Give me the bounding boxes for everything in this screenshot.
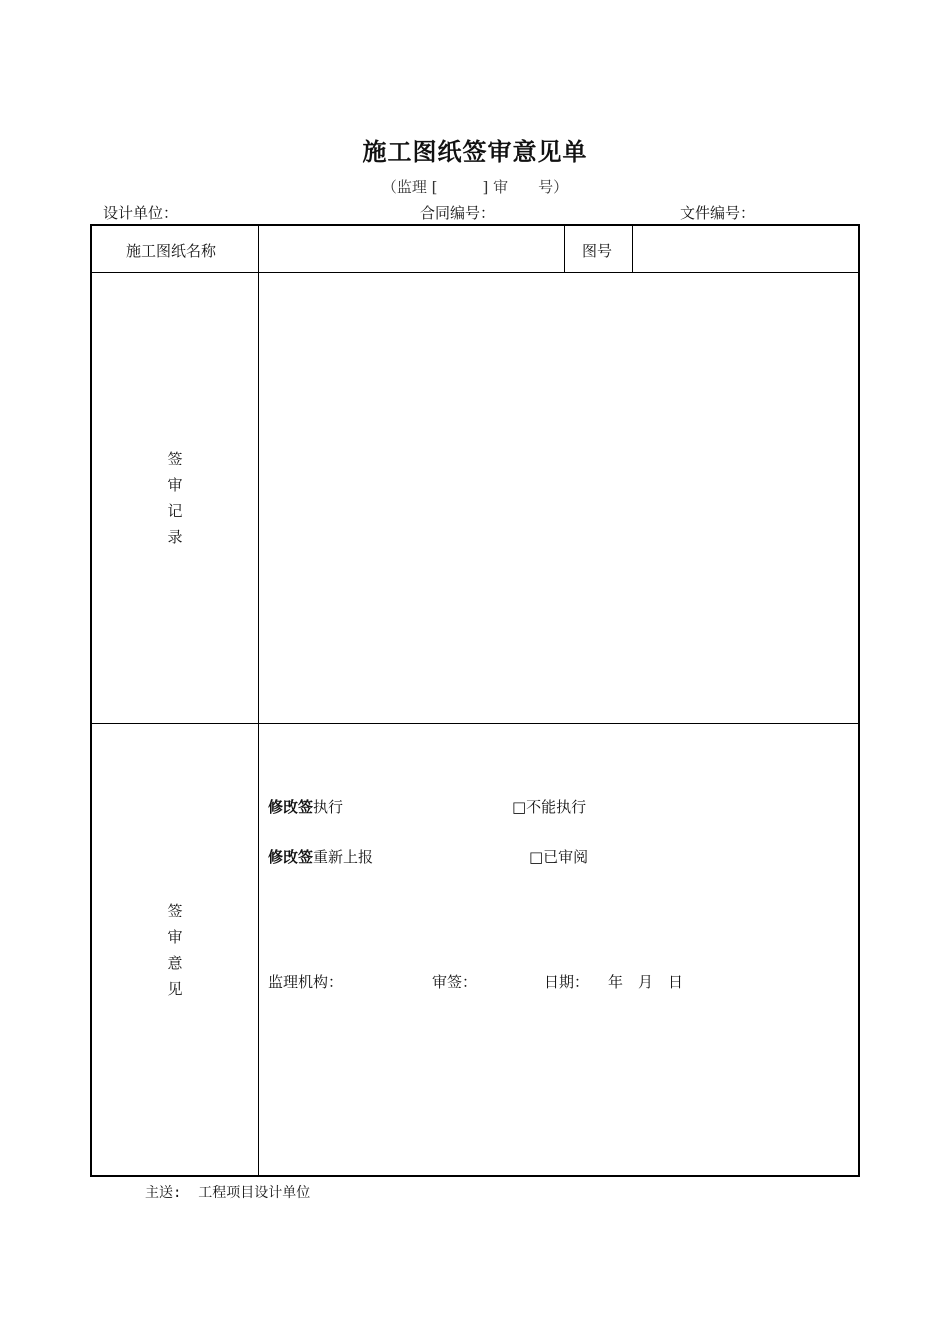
- drawing-name-label: 施工图纸名称: [126, 242, 217, 260]
- column-divider: [258, 226, 259, 1175]
- review-form-table: [90, 224, 860, 1177]
- record-char: 记: [167, 502, 183, 520]
- reviewer-sign-label: 审签：: [432, 973, 478, 991]
- option-resubmit[interactable]: [268, 846, 373, 867]
- drawing-name-field[interactable]: [268, 240, 558, 260]
- option-reviewed[interactable]: □已审阅: [529, 848, 589, 866]
- record-char: 审: [167, 476, 183, 494]
- row-divider-header: [92, 272, 858, 273]
- header-divider-2: [632, 226, 633, 272]
- date-value: 年 月 日: [608, 973, 684, 991]
- date-label: 日期：: [544, 973, 590, 991]
- row-divider-record: [92, 723, 858, 724]
- supervision-org-label: 监理机构：: [268, 973, 344, 991]
- header-divider-1: [564, 226, 565, 272]
- drawing-no-field[interactable]: [644, 240, 844, 260]
- design-unit-label: 设计单位：: [103, 204, 179, 222]
- opinion-char: 见: [167, 980, 183, 998]
- contract-no-label: 合同编号：: [420, 204, 496, 222]
- record-char: 录: [167, 528, 183, 546]
- page-title: 施工图纸签审意见单: [362, 138, 588, 166]
- opinion-char: 审: [167, 928, 183, 946]
- record-char: 签: [167, 450, 183, 468]
- record-content-area[interactable]: [268, 286, 848, 706]
- option-cannot-execute[interactable]: □不能执行: [512, 798, 587, 816]
- distribution-note: 主送: 工程项目设计单位: [145, 1185, 311, 1201]
- supervision-ref-line: （监理 [ ] 审 号）: [381, 178, 569, 196]
- record-section-label: [155, 446, 195, 550]
- opinion-char: 签: [167, 902, 183, 920]
- option-prefix: 修攺签: [268, 848, 314, 866]
- option-execute[interactable]: [268, 796, 343, 817]
- opinion-char: 意: [167, 954, 183, 972]
- option-prefix: 修攺签: [268, 798, 314, 816]
- opinion-section-label: [155, 898, 195, 1002]
- option-resubmit-label: 重新上报: [313, 848, 374, 866]
- option-execute-label: 执行: [313, 798, 344, 816]
- drawing-no-label: 图号: [582, 242, 613, 260]
- file-no-label: 文件编号：: [680, 204, 756, 222]
